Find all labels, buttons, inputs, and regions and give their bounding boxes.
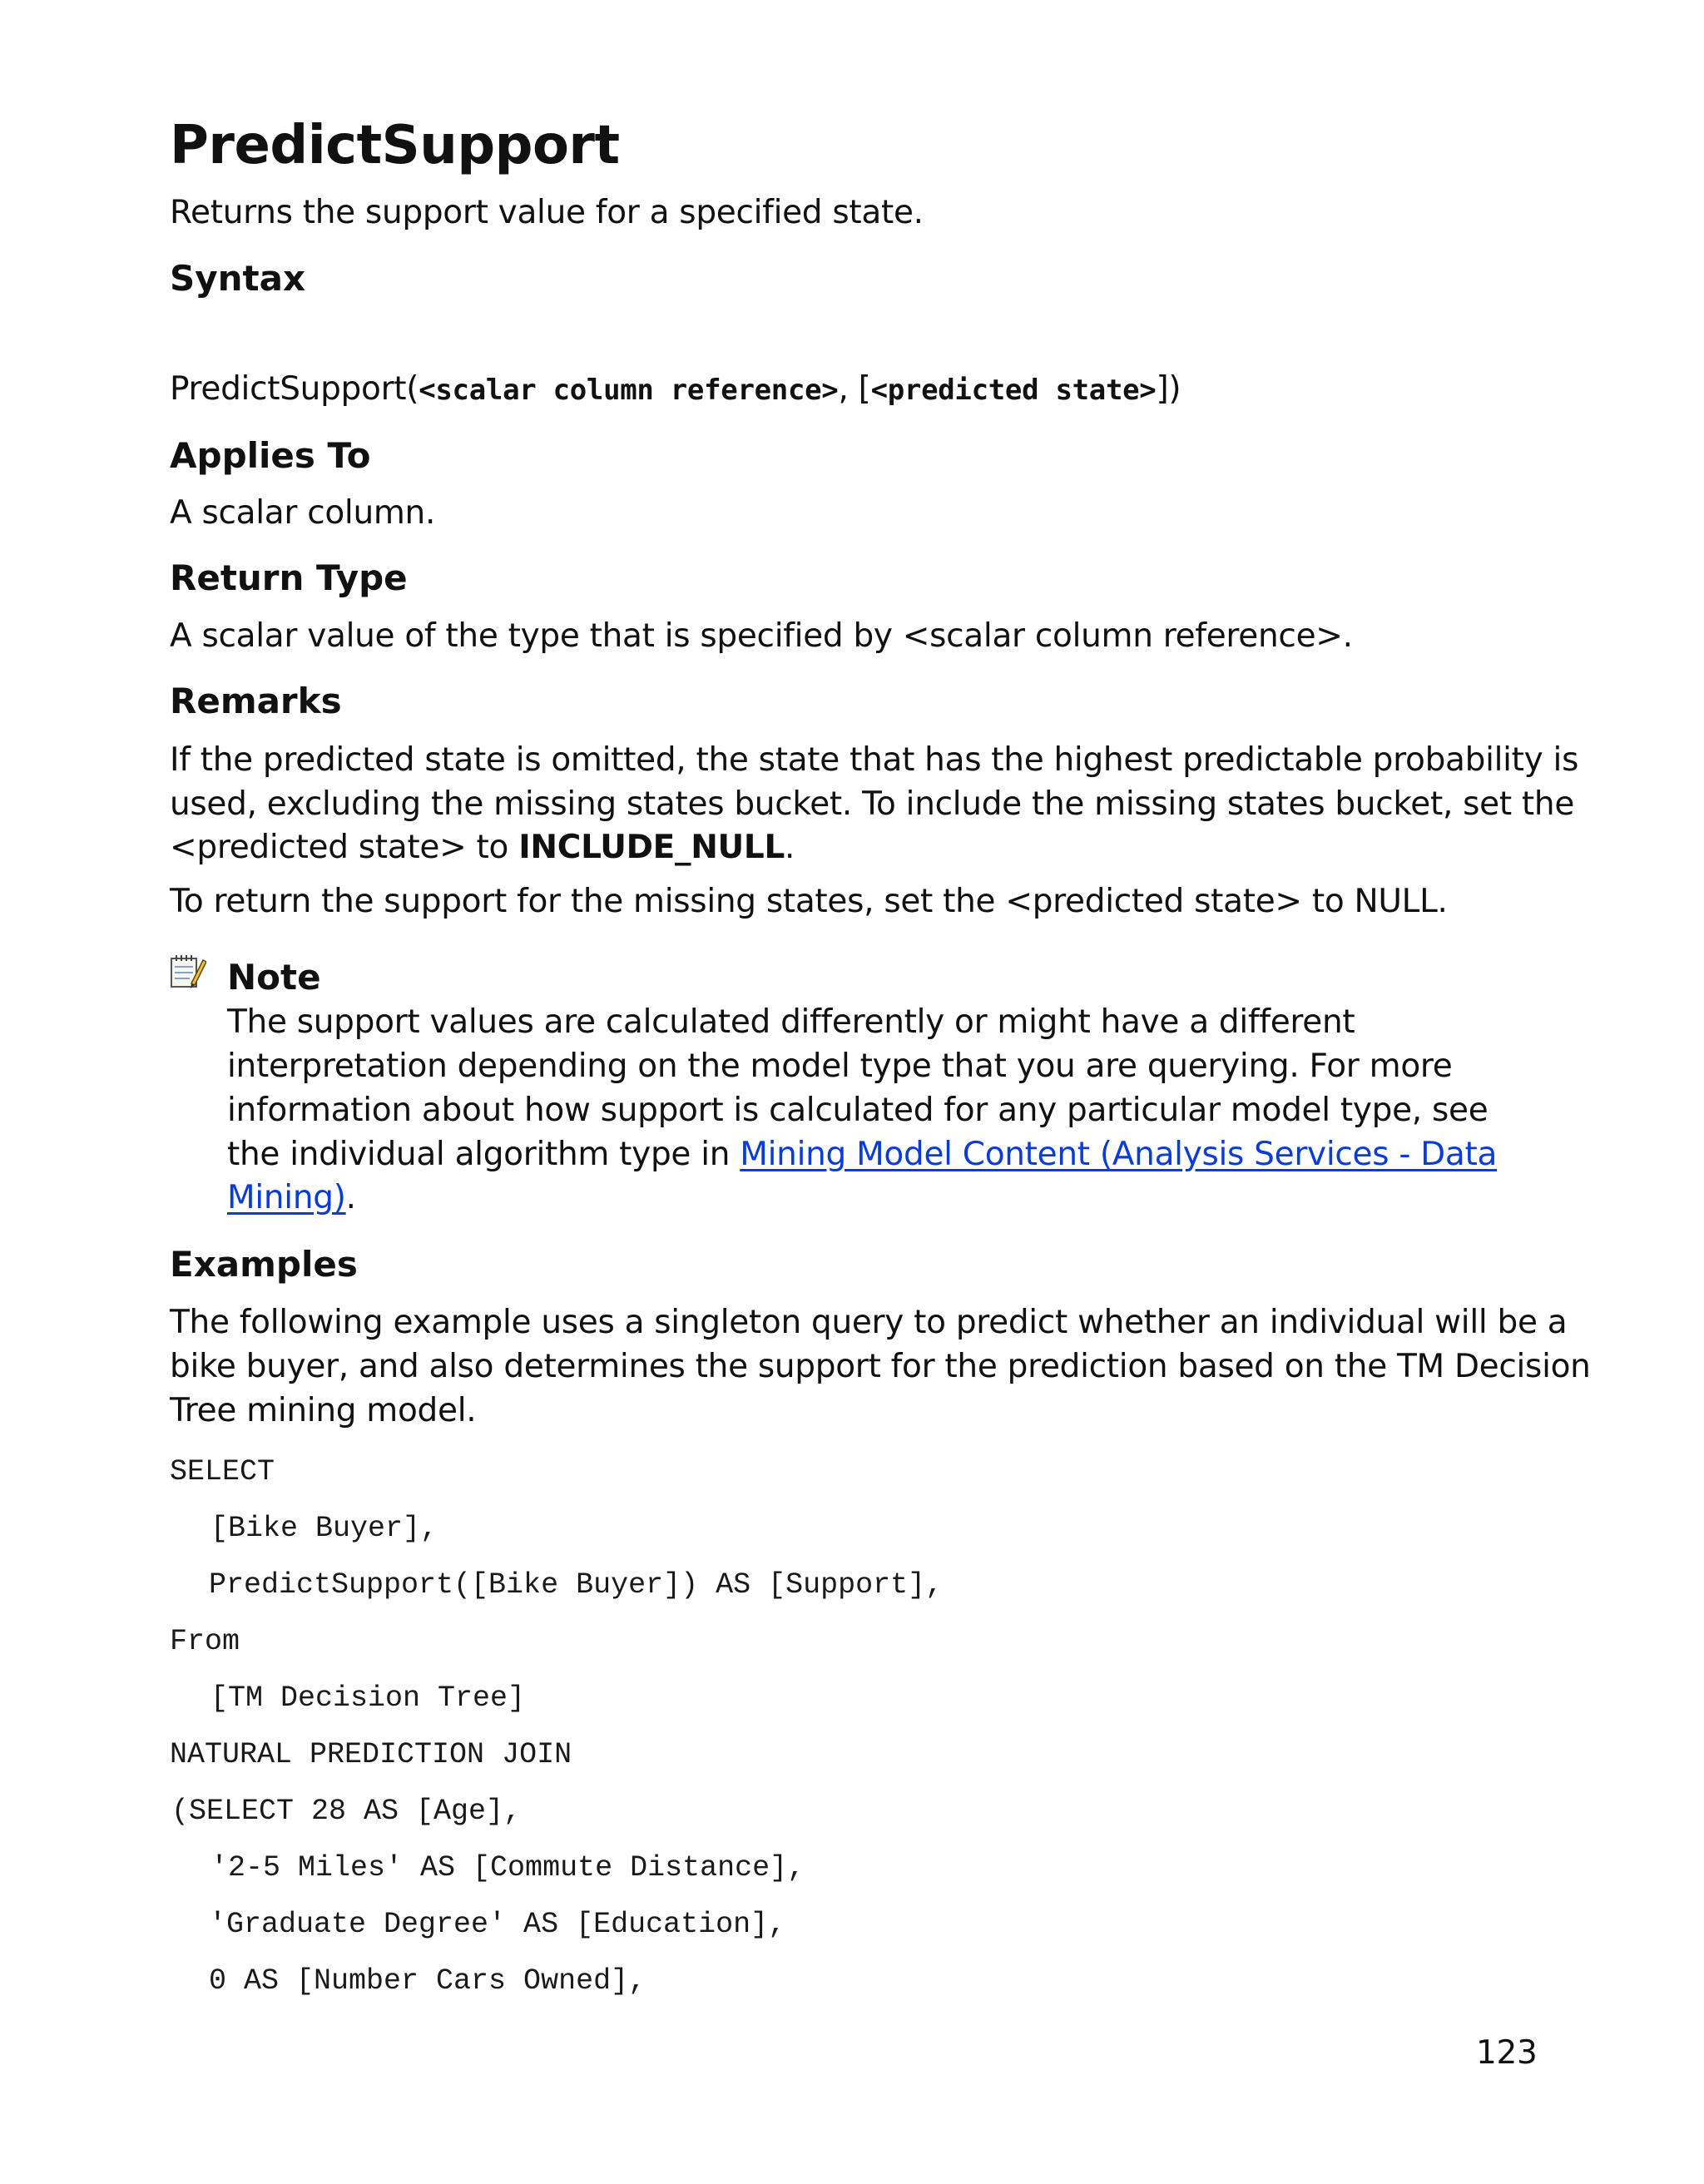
syntax-func: PredictSupport( [170, 370, 419, 408]
page-number: 123 [1476, 2034, 1538, 2072]
remarks-line-4: To return the support for the missing states, set the <predicted state> to NULL. [170, 883, 1448, 920]
code-line: (SELECT 28 AS [Age], [171, 1795, 522, 1828]
code-line: From [170, 1625, 240, 1658]
note-line-2: interpretation depending on the model type that you are querying. For more [227, 1047, 1453, 1085]
applies-to-heading: Applies To [170, 435, 371, 476]
applies-to-text: A scalar column. [170, 494, 436, 532]
note-heading: Note [227, 957, 321, 998]
code-line: PredictSupport([Bike Buyer]) AS [Support], [209, 1568, 944, 1602]
code-line: 'Graduate Degree' AS [Education], [209, 1908, 786, 1941]
note-line-5-post: . [345, 1179, 356, 1216]
note-line-3: information about how support is calculated for any particular model type, see [227, 1092, 1489, 1129]
examples-heading: Examples [170, 1244, 358, 1285]
syntax-close: ]) [1156, 370, 1181, 408]
intro-text: Returns the support value for a specified state. [170, 194, 924, 231]
remarks-line-3-post: . [785, 829, 795, 866]
syntax-heading: Syntax [170, 258, 306, 299]
note-line-1: The support values are calculated differently or might have a different [227, 1003, 1355, 1041]
note-line-4-pre: the individual algorithm type in [227, 1136, 741, 1173]
remarks-line-3-pre: <predicted state> to [170, 829, 519, 866]
code-line: '2-5 Miles' AS [Commute Distance], [211, 1851, 805, 1884]
code-line: NATURAL PREDICTION JOIN [170, 1738, 572, 1771]
code-line: 0 AS [Number Cars Owned], [209, 1964, 646, 1998]
remarks-line-1: If the predicted state is omitted, the state that has the highest predictable probability is [170, 741, 1579, 779]
code-line: [Bike Buyer], [211, 1512, 438, 1545]
include-null-keyword: INCLUDE_NULL [518, 829, 785, 866]
remarks-heading: Remarks [170, 681, 342, 721]
mining-model-content-link-cont[interactable]: Mining) [227, 1179, 346, 1216]
return-type-text: A scalar value of the type that is specified by <scalar column reference>. [170, 617, 1353, 655]
note-line-5 [227, 1181, 356, 1214]
syntax-arg1: <scalar column reference> [419, 374, 839, 407]
examples-line-2: bike buyer, and also determines the support for the prediction based on the TM Decision [170, 1348, 1591, 1385]
examples-line-1: The following example uses a singleton query to predict whether an individual will be a [170, 1304, 1568, 1341]
mining-model-content-link[interactable]: Mining Model Content (Analysis Services - Data [740, 1136, 1498, 1173]
page-title: PredictSupport [170, 115, 620, 176]
examples-line-3: Tree mining model. [170, 1392, 477, 1429]
remarks-line-2: used, excluding the missing states bucket. To include the missing states bucket, set the [170, 785, 1575, 823]
return-type-heading: Return Type [170, 557, 408, 598]
code-line: [TM Decision Tree] [211, 1681, 526, 1715]
note-pad-icon [170, 953, 206, 990]
note-line-4 [227, 1138, 1497, 1171]
code-line: SELECT [170, 1455, 275, 1488]
syntax-arg2: <predicted state> [870, 374, 1157, 407]
remarks-line-3 [170, 831, 795, 864]
syntax-sep: , [ [838, 370, 871, 408]
syntax-line [170, 370, 1181, 408]
